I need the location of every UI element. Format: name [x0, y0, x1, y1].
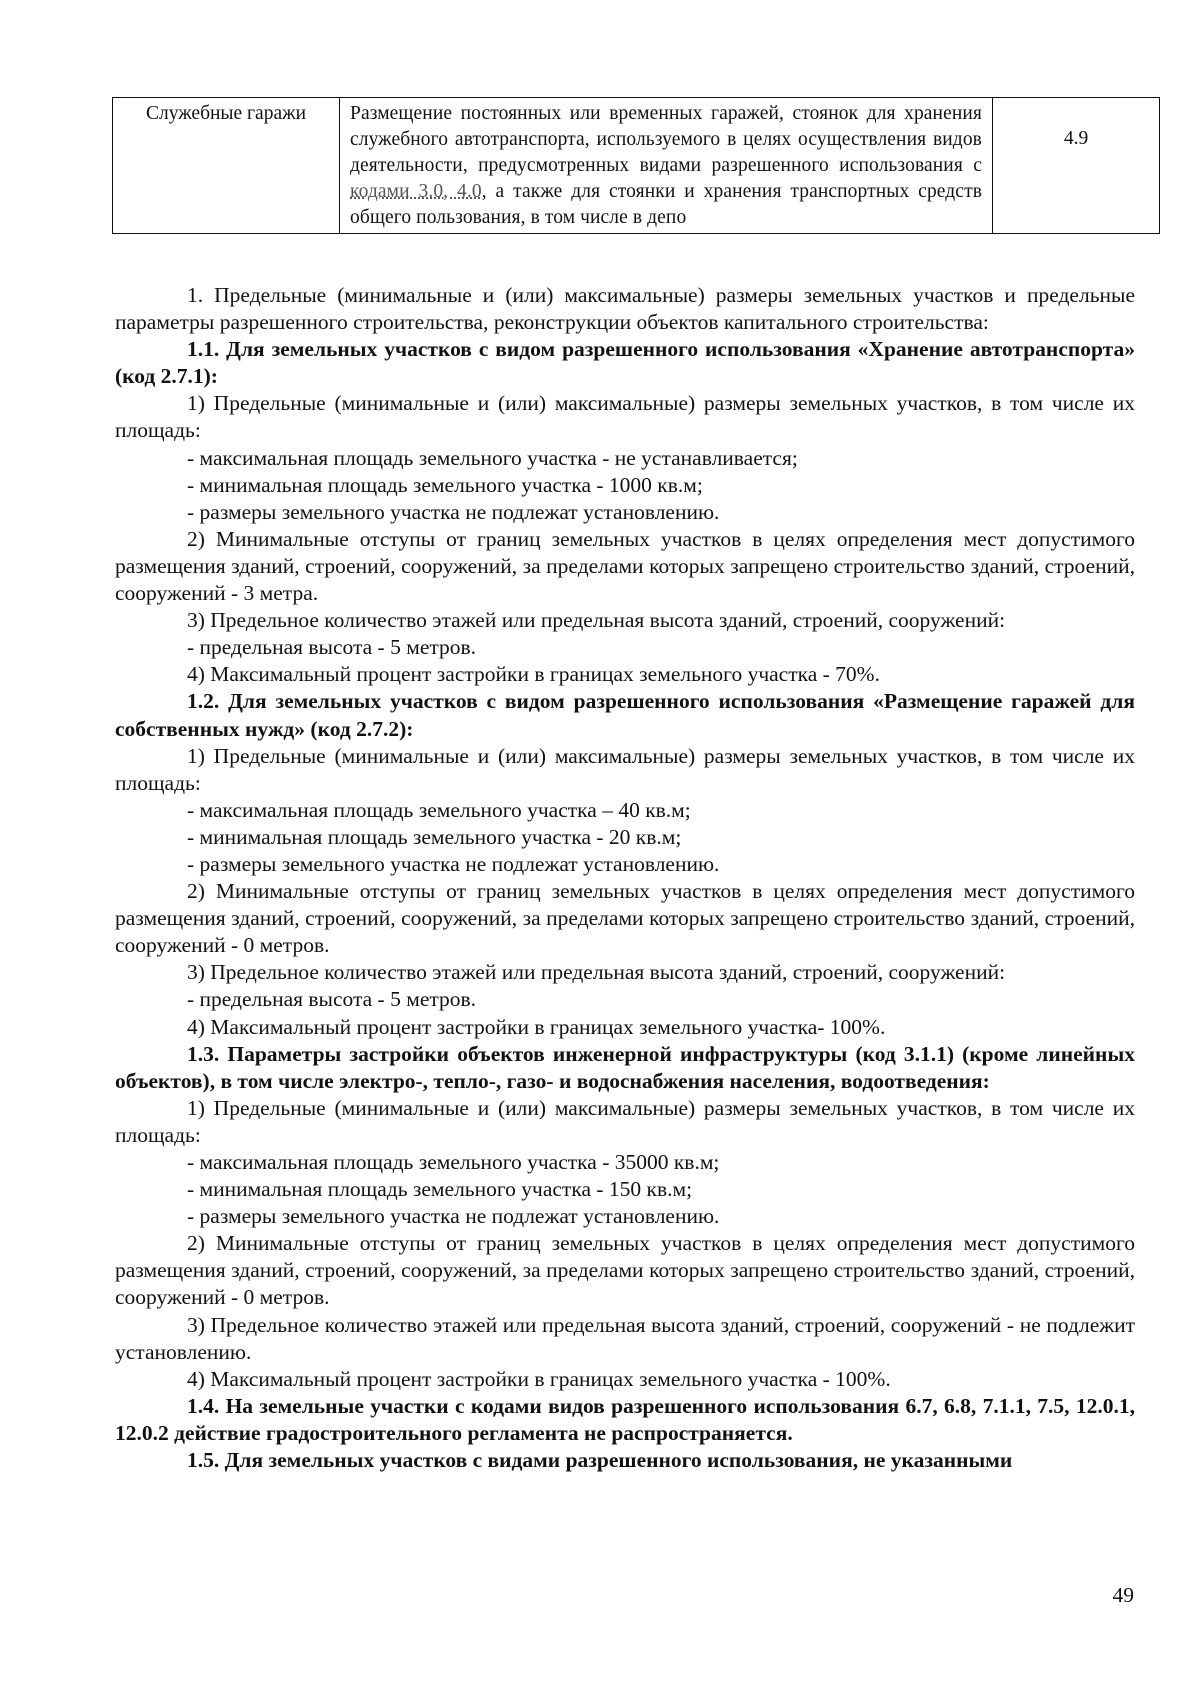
- paragraph: 1) Предельные (минимальные и (или) максимальные) размеры земельных участков, в том числе их площадь:: [115, 743, 1135, 795]
- list-item: - размеры земельного участка не подлежат установлению.: [187, 1204, 720, 1229]
- paragraph: 1. Предельные (минимальные и (или) максимальные) размеры земельных участков и предельные параметры разрешенного строительства, реконструкции объектов капитального строительства:: [115, 283, 1135, 335]
- paragraph: 2) Минимальные отступы от границ земельных участков в целях определения мест допустимого размещения зданий, строений, сооружений, за пределами которых запрещено строительство зданий, строений, сооружений - 0 метров.: [115, 879, 1135, 958]
- list-item: - минимальная площадь земельного участка - 150 кв.м;: [187, 1177, 693, 1202]
- description-text: Размещение постоянных или временных гаражей, стоянок для хранения служебного автотранспорта, используемого в целях осуществления видов деятельности, предусмотренных видами разрешенного использования с: [350, 103, 982, 176]
- list-item: - размеры земельного участка не подлежат установлению.: [187, 851, 720, 876]
- page-number: 49: [1112, 1583, 1134, 1607]
- description-text-tail: , а также для стоянки и хранения транспортных средств общего пользования, в том числе в депо: [350, 181, 982, 228]
- list-item: - максимальная площадь земельного участка - 35000 кв.м;: [187, 1150, 720, 1174]
- list-item: - размеры земельного участка не подлежат установлению.: [187, 499, 720, 524]
- paragraph: 3) Предельное количество этажей или предельная высота зданий, строений, сооружений - не подлежит установлению.: [115, 1312, 1135, 1364]
- list-item: - максимальная площадь земельного участка – 40 кв.м;: [187, 797, 691, 822]
- list-item: - предельная высота - 5 метров.: [187, 635, 477, 660]
- codes-link[interactable]: кодами 3.0, 4.0: [350, 181, 482, 202]
- paragraph: 2) Минимальные отступы от границ земельных участков в целях определения мест допустимого размещения зданий, строений, сооружений, за пределами которых запрещено строительство зданий, строений, сооружений - 3 метра.: [115, 526, 1135, 606]
- paragraph: 3) Предельное количество этажей или предельная высота зданий, строений, сооружений:: [187, 960, 1006, 985]
- section-heading: 1.5. Для земельных участков с видами разрешенного использования, не указанными: [187, 1448, 1013, 1473]
- section-heading: 1.4. На земельные участки с кодами видов разрешенного использования 6.7, 6.8, 7.1.1, 7.5, 12.0.1, 12.0.2 действие градостроительного регламента не распространяется.: [115, 1393, 1135, 1445]
- list-item: - минимальная площадь земельного участка - 1000 кв.м;: [187, 472, 703, 497]
- list-item: - минимальная площадь земельного участка - 20 кв.м;: [187, 824, 682, 849]
- table-cell-name: Служебные гаражи: [113, 98, 340, 234]
- section-heading: 1.2. Для земельных участков с видом разрешенного использования «Размещение гаражей для собственных нужд» (код 2.7.2):: [115, 689, 1135, 741]
- list-item: - предельная высота - 5 метров.: [187, 987, 477, 1012]
- paragraph: 2) Минимальные отступы от границ земельных участков в целях определения мест допустимого размещения зданий, строений, сооружений, за пределами которых запрещено строительство зданий, строений, сооружений - 0 метров.: [115, 1231, 1135, 1310]
- paragraph: 1) Предельные (минимальные и (или) максимальные) размеры земельных участков, в том числе их площадь:: [115, 1095, 1135, 1147]
- table-cell-code: 4.9: [993, 98, 1160, 234]
- list-item: - максимальная площадь земельного участка - не устанавливается;: [187, 445, 798, 470]
- document-body: [115, 282, 1135, 1474]
- table-row: [113, 98, 1160, 234]
- section-heading: 1.3. Параметры застройки объектов инженерной инфраструктуры (код 3.1.1) (кроме линейных объектов), в том числе электро-, тепло-, газо- и водоснабжения населения, водоотведения:: [115, 1041, 1135, 1093]
- paragraph: 3) Предельное количество этажей или предельная высота зданий, строений, сооружений:: [187, 608, 1006, 633]
- table-cell-description: [340, 98, 993, 234]
- paragraph: 4) Максимальный процент застройки в границах земельного участка- 100%.: [187, 1014, 886, 1039]
- section-heading: 1.1. Для земельных участков с видом разрешенного использования «Хранение автотранспорта» (код 2.7.1):: [115, 337, 1135, 389]
- paragraph: 4) Максимальный процент застройки в границах земельного участка - 100%.: [187, 1366, 891, 1391]
- land-use-table: [112, 97, 1160, 234]
- paragraph: 4) Максимальный процент застройки в границах земельного участка - 70%.: [187, 662, 880, 687]
- paragraph: 1) Предельные (минимальные и (или) максимальные) размеры земельных участков, в том числе их площадь:: [115, 391, 1135, 443]
